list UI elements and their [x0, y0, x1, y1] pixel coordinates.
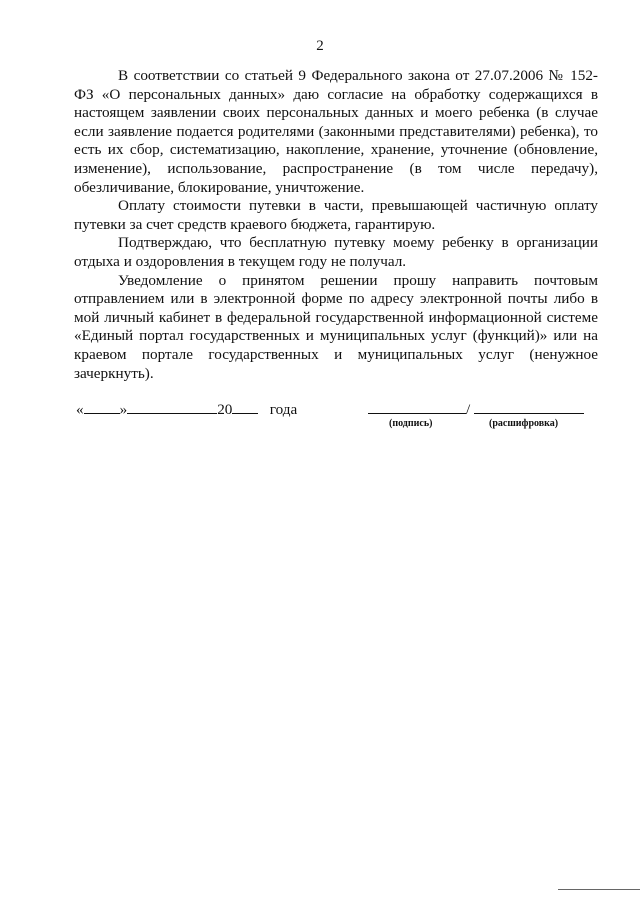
year-word: года	[269, 401, 298, 418]
signature-blank[interactable]	[368, 401, 466, 414]
page-number: 2	[316, 38, 324, 54]
signature-row	[76, 401, 606, 441]
signature-field	[368, 401, 584, 419]
decoding-caption: (расшифровка)	[489, 418, 559, 429]
quote-close: »	[119, 401, 128, 418]
quote-open: «	[76, 401, 84, 418]
decoding-blank[interactable]	[474, 401, 584, 414]
footer-divider	[558, 889, 640, 890]
document-body	[74, 67, 598, 383]
day-blank[interactable]	[84, 401, 120, 414]
date-field	[76, 401, 297, 419]
confirmation-paragraph: Подтверждаю, что бесплатную путевку моему ребенку в организации отдыха и оздоровления в текущем году не получал.	[74, 234, 598, 270]
year-blank[interactable]	[232, 401, 258, 414]
notification-paragraph: Уведомление о принятом решении прошу направить почтовым отправлением или в электронной форме по адресу электронной почты либо в мой личный кабинет в федеральной государственной информационной системе «Единый портал государственных и муниципальных услуг (функций)» или на краевом портале государственных и муниципальных услуг (ненужное зачеркнуть).	[74, 271, 598, 382]
consent-paragraph: В соответствии со статьей 9 Федерального закона от 27.07.2006 № 152-ФЗ «О персональных данных» даю согласие на обработку содержащихся в настоящем заявлении своих персональных данных и моего ребенка (в случае если заявление подается родителями (законными представителями) ребенка), то есть их сбор, систематизацию, накопление, хранение, уточнение (обновление, изменение), использование, распространение (в том числе передачу), обезличивание, блокирование, уничтожение.	[74, 67, 598, 196]
payment-paragraph: Оплату стоимости путевки в части, превышающей частичную оплату путевки за счет средств краевого бюджета, гарантирую.	[74, 197, 598, 233]
signature-caption: (подпись)	[389, 418, 433, 429]
month-blank[interactable]	[127, 401, 217, 414]
signature-slash: /	[466, 401, 471, 418]
year-prefix: 20	[217, 401, 233, 418]
